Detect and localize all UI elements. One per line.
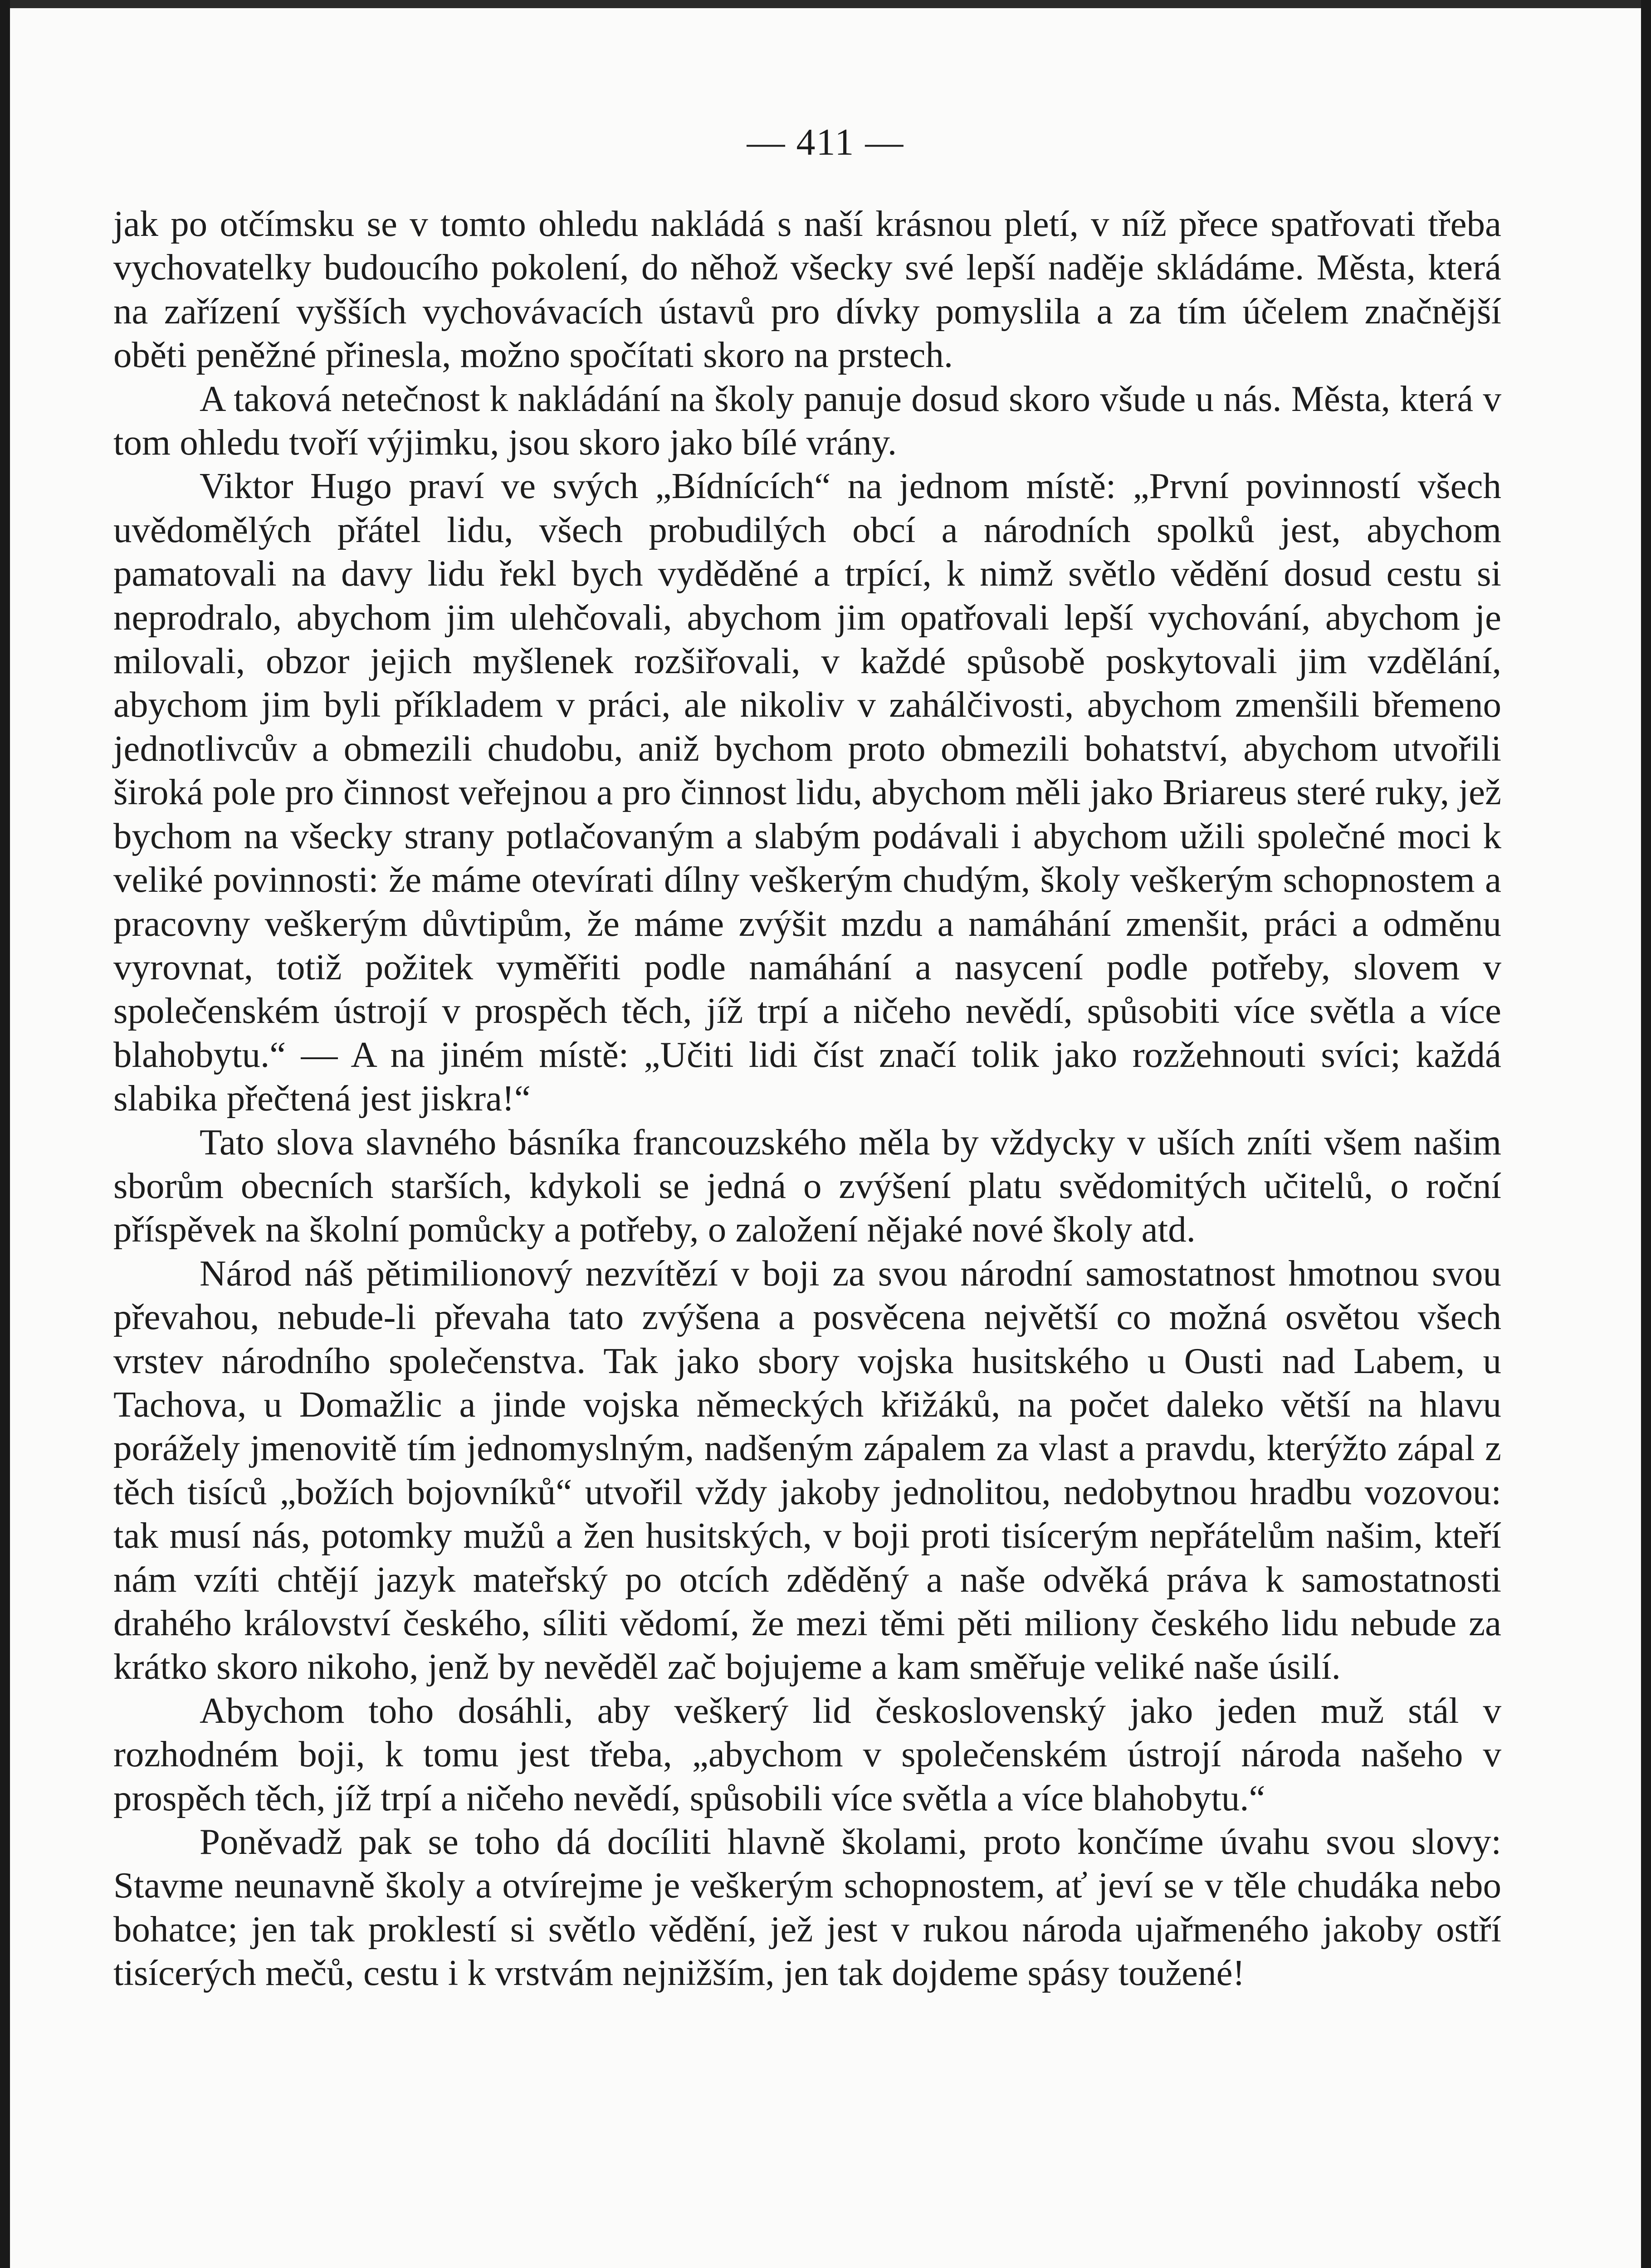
paragraph-1: jak po otčímsku se v tomto ohledu nakládá s naší krásnou pletí, v níž přece spatřovati třeba vychovatelky budoucího pokolení, do něhož všecky své lepší naděje skládáme. Města, která na zařízení vyšších vychovávacích ústavů pro dívky pomyslila a za tím účelem značnější oběti peněžné přinesla, možno spočítati skoro na prstech.: [113, 203, 1501, 376]
scan-edge-right: [1641, 0, 1651, 2268]
paragraph-6: Abychom toho dosáhli, aby veškerý lid československý jako jeden muž stál v rozhodném boji, k tomu jest třeba, „abychom v společenském ústrojí národa našeho v prospěch těch, jíž trpí a ničeho nevědí, spůsobili více světla a více blahobytu.“: [113, 1690, 1501, 1818]
paragraph-5: Národ náš pětimilionový nezvítězí v boji za svou národní samostatnost hmotnou svou převahou, nebude-li převaha tato zvýšena a posvěcena největší co možná osvětou všech vrstev národního společenstva. Tak jako sbory vojska husitského u Ousti nad Labem, u Tachova, u Domažlic a jinde vojska německých křižáků, na počet daleko větší na hlavu porážely jmenovitě tím jednomyslným, nadšeným zápalem za vlast a pravdu, kterýžto zápal z těch tisíců „božích bojovníků“ utvořil vždy jakoby jednolitou, nedobytnou hradbu vozovou: tak musí nás, potomky mužů a žen husitských, v boji proti tisícerým nepřátelům našim, kteří nám vzíti chtějí jazyk mateřský po otcích zděděný a naše odvěká práva k samostatnosti drahého království českého, síliti vědomí, že mezi těmi pěti miliony českého lidu nebude za krátko skoro nikoho, jenž by nevěděl zač bojujeme a kam směřuje veliké naše úsilí.: [113, 1252, 1501, 1687]
paragraph-7: Poněvadž pak se toho dá docíliti hlavně školami, proto končíme úvahu svou slovy: Stavme neunavně školy a otvírejme je veškerým schopnostem, ať jeví se v těle chudáka nebo bohatce; jen tak proklestí si světlo vědění, jež jest v rukou národa ujařmeného jakoby ostří tisícerých mečů, cestu i k vrstvám nejnižším, jen tak dojdeme spásy toužené!: [113, 1821, 1501, 1994]
body-text: [113, 202, 1501, 1995]
page-number: — 411 —: [747, 121, 904, 163]
paragraph-2: A taková netečnost k nakládání na školy panuje dosud skoro všude u nás. Města, která v tom ohledu tvoří výjimku, jsou skoro jako bílé vrány.: [113, 378, 1501, 463]
paragraph-4: Tato slova slavného básníka francouzského měla by vždycky v uších zníti všem našim sborům obecních starších, kdykoli se jedná o zvýšení platu svědomitých učitelů, o roční příspěvek na školní pomůcky a potřeby, o založení nějaké nové školy atd.: [113, 1121, 1501, 1250]
scan-edge-top: [0, 0, 1651, 8]
paragraph-3: Viktor Hugo praví ve svých „Bídnících“ na jednom místě: „První povinností všech uvědomělých přátel lidu, všech probudilých obcí a národních spolků jest, abychom pamatovali na davy lidu řekl bych vyděděné a trpící, k nimž světlo vědění dosud cestu si neprodralo, abychom jim ulehčovali, abychom jim opatřovali lepší vychování, abychom je milovali, obzor jejich myšlenek rozšiřovali, v každé spůsobě poskytovali jim vzdělání, abychom jim byli příkladem v práci, ale nikoliv v zahálčivosti, abychom zmenšili břemeno jednotlivcův a obmezili chudobu, aniž bychom proto obmezili bohatství, abychom utvořili široká pole pro činnost veřejnou a pro činnost lidu, abychom měli jako Briareus steré ruky, jež bychom na všecky strany potlačovaným a slabým podávali i abychom užili společné moci k veliké povinnosti: že máme otevírati dílny veškerým chudým, školy veškerým schopnostem a pracovny veškerým důvtipům, že máme zvýšit mzdu a namáhání zmenšit, práci a odměnu vyrovnat, totiž požitek vyměřiti podle namáhání a nasycení podle potřeby, slovem v společenském ústrojí v prospěch těch, jíž trpí a ničeho nevědí, spůsobiti více světla a více blahobytu.“ — A na jiném místě: „Učiti lidi číst značí tolik jako rozžehnouti svíci; každá slabika přečtená jest jiskra!“: [113, 465, 1501, 1119]
scan-edge-left: [0, 0, 10, 2268]
